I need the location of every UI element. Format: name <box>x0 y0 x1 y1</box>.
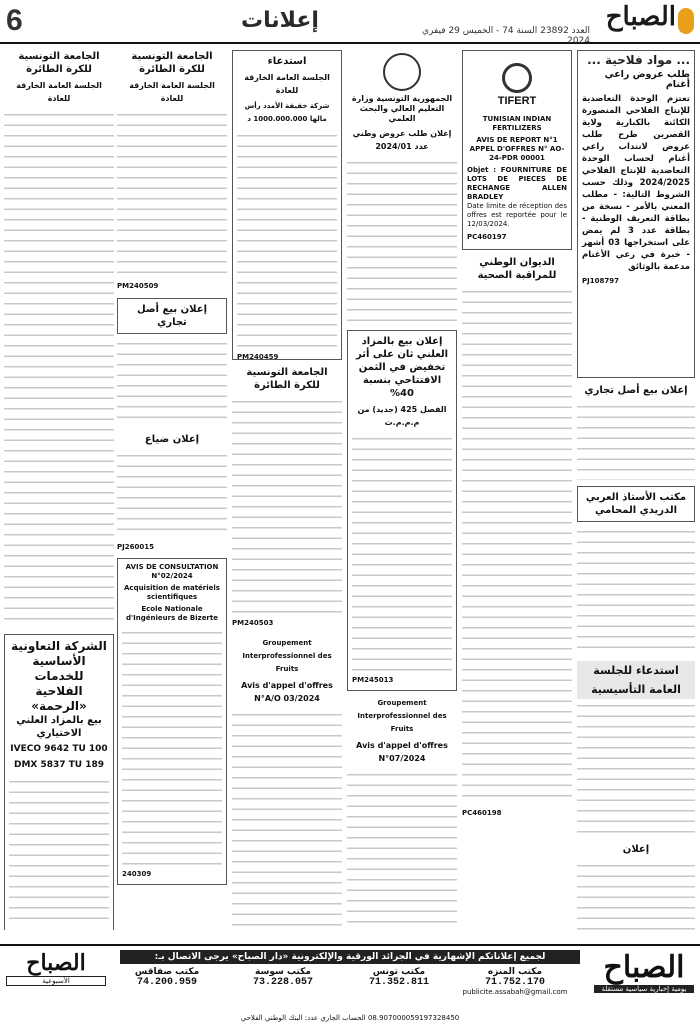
ad-body-text <box>117 108 227 278</box>
tifert-logo: TIFERT <box>467 55 567 115</box>
ad-ref: PC460197 <box>467 233 507 241</box>
page-footer <box>0 944 700 1025</box>
tender-title: AVIS DE CONSULTATION N°02/2024 <box>125 563 219 580</box>
ad-body-text <box>347 768 457 931</box>
ad-body-text <box>347 156 457 326</box>
column-cooperative <box>4 50 114 930</box>
ad-body-text <box>577 525 695 655</box>
page-number: 6 <box>6 4 23 37</box>
ad-title: الجامعة التونسية للكرة الطائرة <box>18 51 100 75</box>
ad-subtitle: الفصل 425 (جديد) من م.م.م.ت <box>357 405 447 427</box>
ministry-name: الجمهورية التونسية وزارة التعليم العالي والبحث العلمي <box>351 94 453 123</box>
ad-body-text <box>577 699 695 839</box>
tender-title: إعلان طلب عروض وطني عدد 2024/01 <box>352 129 452 151</box>
ad-title: الجامعة التونسية للكرة الطائرة <box>131 51 213 75</box>
column-convocation <box>232 50 342 930</box>
ad-title: إعلان <box>622 844 650 855</box>
ad-ref: PM240509 <box>117 282 159 290</box>
office-sfax: مكتب صفاقس 74.200.959 <box>134 967 200 988</box>
company-name: شركة خفيفة الأمدد رأس مالها 1000.000.000 د <box>244 102 330 123</box>
office-sousse: مكتب سوسة 73.228.057 <box>252 967 313 988</box>
ad-title: طلب عروض راعي أغنام <box>604 68 690 90</box>
organization-name: Groupement Interprofessionnel des Fruits <box>242 638 332 673</box>
ad-title: إعلان ضياع <box>144 433 200 445</box>
ad-cooperative <box>4 634 114 930</box>
tender-title: Avis d'appel d'offres N°07/2024 <box>356 740 448 763</box>
ad-title: مكتب الأستاذ العربي الدريدي المحامي <box>577 486 695 522</box>
ad-subtitle: بيع بالمزاد العلني الاختياري <box>16 715 102 739</box>
office-menzah: مكتب المنزه 71.752.170 publicite.assabah@gmail.com <box>460 968 570 997</box>
footer-banner: لجميع إعلاناتكم الإشهارية في الجرائد الورقية والإلكترونية «دار الصباح» يرجى الاتصال بـ: <box>120 950 580 964</box>
republic-emblem-icon <box>383 53 421 91</box>
logo-mark-icon <box>678 8 694 34</box>
tender-object: Acquisition de matériels scientifiques <box>124 584 220 601</box>
ad-ref <box>9 928 109 930</box>
ad-convocation <box>232 50 342 360</box>
footer-logo-weekly: الصباح الأسبوعية <box>6 950 106 1002</box>
tifert-mark-icon <box>502 63 532 93</box>
ad-body-text <box>232 395 342 615</box>
ad-ref: PJ108797 <box>582 276 619 285</box>
organization-name: Groupement Interprofessionnel des Fruits <box>357 698 447 733</box>
ad-title: إعلان بيع بالمزاد العلني ثان على أثر تخفيض في الثمن الافتتاحي بنسبة 40% <box>355 336 449 399</box>
newspaper-logo: الصباح <box>592 2 696 40</box>
column-agricultural <box>577 50 695 930</box>
ad-body-text <box>122 626 222 866</box>
ad-ref: PM240459 <box>237 353 279 361</box>
ad-body-text <box>577 859 695 930</box>
ad-subtitle: الجلسة العامة الخارقة للعادة <box>244 73 330 95</box>
ad-body-text <box>117 449 227 539</box>
contact-email[interactable]: publicite.assabah@gmail.com <box>462 988 568 996</box>
ad-body: تعتزم الوحدة التعاضدية للإنتاج الفلاحي المنصورة الكائنة بالكبارية ولاية القصرين طرح طلب عروض لانتداب راعي أغنام لحساب الوحدة التعاضدية للإنتاج الفلاحي 2024/2025 وذلك حسب الشروط التالية: - مطلب المعني بالأمر - نسخة من بطاقة التعريف الوطنية - بطاقة عدد 3 لم يمض على استخراجها 03 أشهر - خبرة في رعي الأغنام مدعمة بالوثائق <box>582 93 691 272</box>
ad-shepherd <box>577 50 695 378</box>
company-name: TUNISIAN INDIAN FERTILIZERS <box>482 115 552 132</box>
ad-title: استدعاء للجلسة العامة التأسيسية <box>577 661 695 699</box>
footer-logo: الصباح يومية إخبارية سياسية مستقلة <box>594 950 694 1002</box>
ad-body-text <box>577 400 695 480</box>
ad-ref: PM245013 <box>352 676 394 684</box>
ad-title: الديوان الوطني للمراقبة الصحية <box>477 257 557 281</box>
ad-subtitle: الجلسة العامة الخارقة للعادة <box>16 81 102 103</box>
tender-object: Objet : FOURNITURE DE LOTS DE PIECES DE RECHANGE ALLEN BRADLEY <box>467 166 567 201</box>
ad-body-text <box>4 108 114 628</box>
issue-info: العدد 23892 السنة 74 - الخميس 29 فيفري 2024 <box>421 26 590 46</box>
ad-title: استدعاء <box>267 56 307 67</box>
ad-ref: 240309 <box>122 870 152 878</box>
bank-account-line: 08.907000059197328450 الحساب الجاري عدد: البنك الوطني الفلاحي <box>240 1014 460 1022</box>
ad-title: إعلان بيع أصل تجاري <box>584 385 688 396</box>
tender-title: AVIS DE REPORT N°1 APPEL D'OFFRES N° AO-24-PDR 00001 <box>469 136 565 162</box>
column-ministry <box>347 50 457 930</box>
ad-subtitle: الجلسة العامة الخارقة للعادة <box>129 81 215 103</box>
organization-name: Ecole Nationale d'Ingénieurs de Bizerte <box>126 605 218 622</box>
tender-date: Date limite de réception des offres est reportée pour le 12/03/2024. <box>467 202 567 228</box>
ad-enib <box>117 558 227 885</box>
page-header <box>0 0 700 44</box>
ad-body-text <box>352 432 452 672</box>
ad-title: الشركة التعاونية الأساسية للخدمات الفلاحية «الرحمة» <box>11 639 107 713</box>
ad-body-text <box>237 129 337 349</box>
ad-ref: PJ260015 <box>117 542 154 551</box>
vehicle-registration: DMX 5837 TU 189 <box>13 760 105 770</box>
ad-body-text <box>9 775 109 925</box>
vehicle-registration: IVECO 9642 TU 100 <box>10 744 108 754</box>
ad-title: إعلان بيع أصل تجاري <box>117 298 227 334</box>
ad-ref: PC460198 <box>462 809 502 817</box>
office-tunis: مكتب تونس 71.352.811 <box>368 967 429 988</box>
ad-ref: PM240503 <box>232 619 274 627</box>
category-heading: ... مواد فلاحية ... <box>587 53 690 67</box>
column-volleyball <box>117 50 227 930</box>
ad-body-text <box>462 285 572 805</box>
tender-title: Avis d'appel d'offres N°A/O 03/2024 <box>241 680 333 703</box>
ad-title: الجامعة التونسية للكرة الطائرة <box>246 367 328 391</box>
ad-auction <box>347 330 457 691</box>
ad-body-text <box>117 337 227 427</box>
section-title: إعلانات <box>241 8 319 33</box>
column-tifert <box>462 50 572 930</box>
ad-tifert <box>462 50 572 250</box>
ad-body-text <box>232 708 342 931</box>
